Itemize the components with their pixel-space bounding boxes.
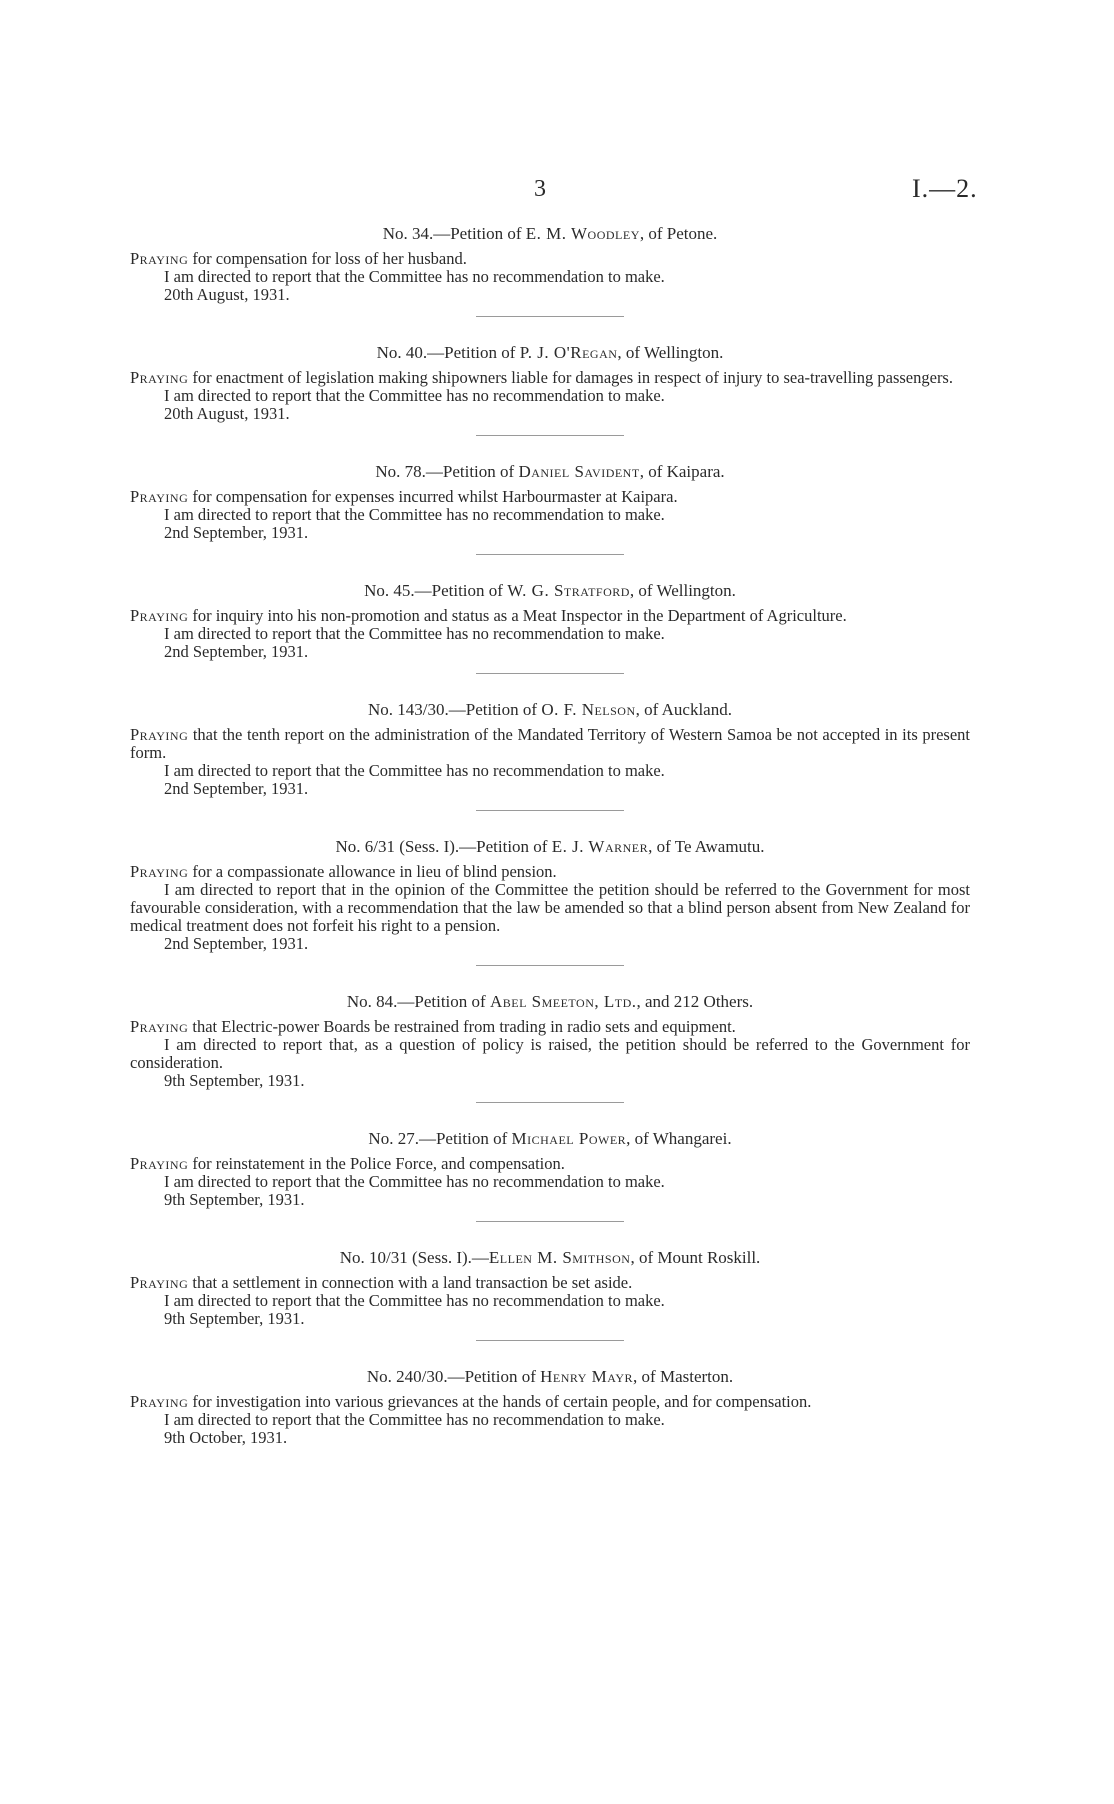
section-divider — [476, 810, 624, 811]
praying-clause: Praying that the tenth report on the administration of the Mandated Territory of Western Samoa be not accepted in its present form. — [130, 725, 970, 762]
document-reference: I.—2. — [912, 174, 978, 203]
report-date: 2nd September, 1931. — [164, 934, 309, 953]
committee-report: I am directed to report that the Committee has no recommendation to make. — [164, 1172, 665, 1191]
committee-report: I am directed to report that the Committee has no recommendation to make. — [164, 1410, 665, 1429]
petition-heading: No. 240/30.—Petition of Henry Mayr, of Masterton. — [366, 1367, 734, 1386]
petition-heading: No. 6/31 (Sess. I).—Petition of E. J. Warner, of Te Awamutu. — [335, 837, 765, 856]
petitioner-name: Abel Smeeton, Ltd. — [489, 992, 637, 1011]
petition-heading: No. 45.—Petition of W. G. Stratford, of Wellington. — [364, 581, 736, 600]
petitioner-name: E. M. Woodley — [525, 224, 640, 243]
report-date: 2nd September, 1931. — [164, 642, 309, 661]
committee-report: I am directed to report that in the opinion of the Committee the petition should be referred to the Government for most favourable consideration, with a recommendation that the law be amended so that a blind person absent from New Zealand for medical treatment does not forfeit his right to a pension. — [130, 880, 970, 935]
committee-report: I am directed to report that, as a question of policy is raised, the petition should be referred to the Government for consideration. — [130, 1035, 970, 1072]
section-divider — [476, 1221, 624, 1222]
petitioner-name: Daniel Savident — [518, 462, 640, 481]
report-date: 2nd September, 1931. — [164, 523, 309, 542]
section-divider — [476, 435, 624, 436]
section-divider — [476, 554, 624, 555]
petitioner-name: Henry Mayr — [540, 1367, 634, 1386]
petition-entry — [130, 1367, 970, 1447]
petition-heading: No. 143/30.—Petition of O. F. Nelson, of Auckland. — [368, 700, 732, 719]
praying-clause: Praying for compensation for expenses incurred whilst Harbourmaster at Kaipara. — [130, 487, 678, 506]
praying-clause: Praying for inquiry into his non-promotion and status as a Meat Inspector in the Department of Agriculture. — [130, 606, 847, 625]
praying-clause: Praying for enactment of legislation making shipowners liable for damages in respect of injury to sea-travelling passengers. — [130, 368, 953, 387]
report-date: 9th September, 1931. — [164, 1071, 305, 1090]
praying-clause: Praying for investigation into various grievances at the hands of certain people, and for compensation. — [130, 1392, 812, 1411]
praying-clause: Praying for compensation for loss of her husband. — [130, 249, 467, 268]
section-divider — [476, 965, 624, 966]
petition-entry — [130, 837, 970, 966]
petitioner-name: O. F. Nelson — [541, 700, 636, 719]
petition-entry — [130, 700, 970, 811]
section-divider — [476, 1340, 624, 1341]
section-divider — [476, 1102, 624, 1103]
committee-report: I am directed to report that the Committee has no recommendation to make. — [164, 505, 665, 524]
praying-clause: Praying that a settlement in connection with a land transaction be set aside. — [130, 1273, 633, 1292]
petition-entry — [130, 224, 970, 317]
petition-heading: No. 27.—Petition of Michael Power, of Whangarei. — [368, 1129, 732, 1148]
petition-entry — [130, 581, 970, 674]
page-number: 3 — [534, 176, 546, 202]
report-date: 9th September, 1931. — [164, 1309, 305, 1328]
petitioner-name: Ellen M. Smithson — [488, 1248, 631, 1267]
report-date: 2nd September, 1931. — [164, 779, 309, 798]
petition-heading: No. 40.—Petition of P. J. O'Regan, of Wellington. — [376, 343, 724, 362]
petition-heading: No. 78.—Petition of Daniel Savident, of Kaipara. — [375, 462, 725, 481]
petition-entry — [130, 1129, 970, 1222]
report-date: 20th August, 1931. — [164, 285, 290, 304]
report-date: 20th August, 1931. — [164, 404, 290, 423]
petition-list — [130, 224, 970, 1473]
report-date: 9th October, 1931. — [164, 1428, 288, 1447]
section-divider — [476, 316, 624, 317]
committee-report: I am directed to report that the Committee has no recommendation to make. — [164, 267, 665, 286]
petitioner-name: E. J. Warner — [551, 837, 649, 856]
report-date: 9th September, 1931. — [164, 1190, 305, 1209]
petitioner-name: P. J. O'Regan — [519, 343, 618, 362]
praying-clause: Praying for reinstatement in the Police Force, and compensation. — [130, 1154, 565, 1173]
committee-report: I am directed to report that the Committee has no recommendation to make. — [164, 1291, 665, 1310]
praying-clause: Praying for a compassionate allowance in lieu of blind pension. — [130, 862, 557, 881]
petition-heading: No. 10/31 (Sess. I).—Ellen M. Smithson, of Mount Roskill. — [339, 1248, 761, 1267]
committee-report: I am directed to report that the Committee has no recommendation to make. — [164, 761, 665, 780]
petition-entry — [130, 462, 970, 555]
petitioner-name: Michael Power — [511, 1129, 627, 1148]
committee-report: I am directed to report that the Committee has no recommendation to make. — [164, 624, 665, 643]
praying-clause: Praying that Electric-power Boards be restrained from trading in radio sets and equipment. — [130, 1017, 736, 1036]
petition-entry — [130, 1248, 970, 1341]
petition-heading: No. 34.—Petition of E. M. Woodley, of Petone. — [382, 224, 718, 243]
petitioner-name: W. G. Stratford — [507, 581, 630, 600]
committee-report: I am directed to report that the Committee has no recommendation to make. — [164, 386, 665, 405]
petition-heading: No. 84.—Petition of Abel Smeeton, Ltd., and 212 Others. — [346, 992, 754, 1011]
petition-entry — [130, 992, 970, 1103]
petition-entry — [130, 343, 970, 436]
section-divider — [476, 673, 624, 674]
